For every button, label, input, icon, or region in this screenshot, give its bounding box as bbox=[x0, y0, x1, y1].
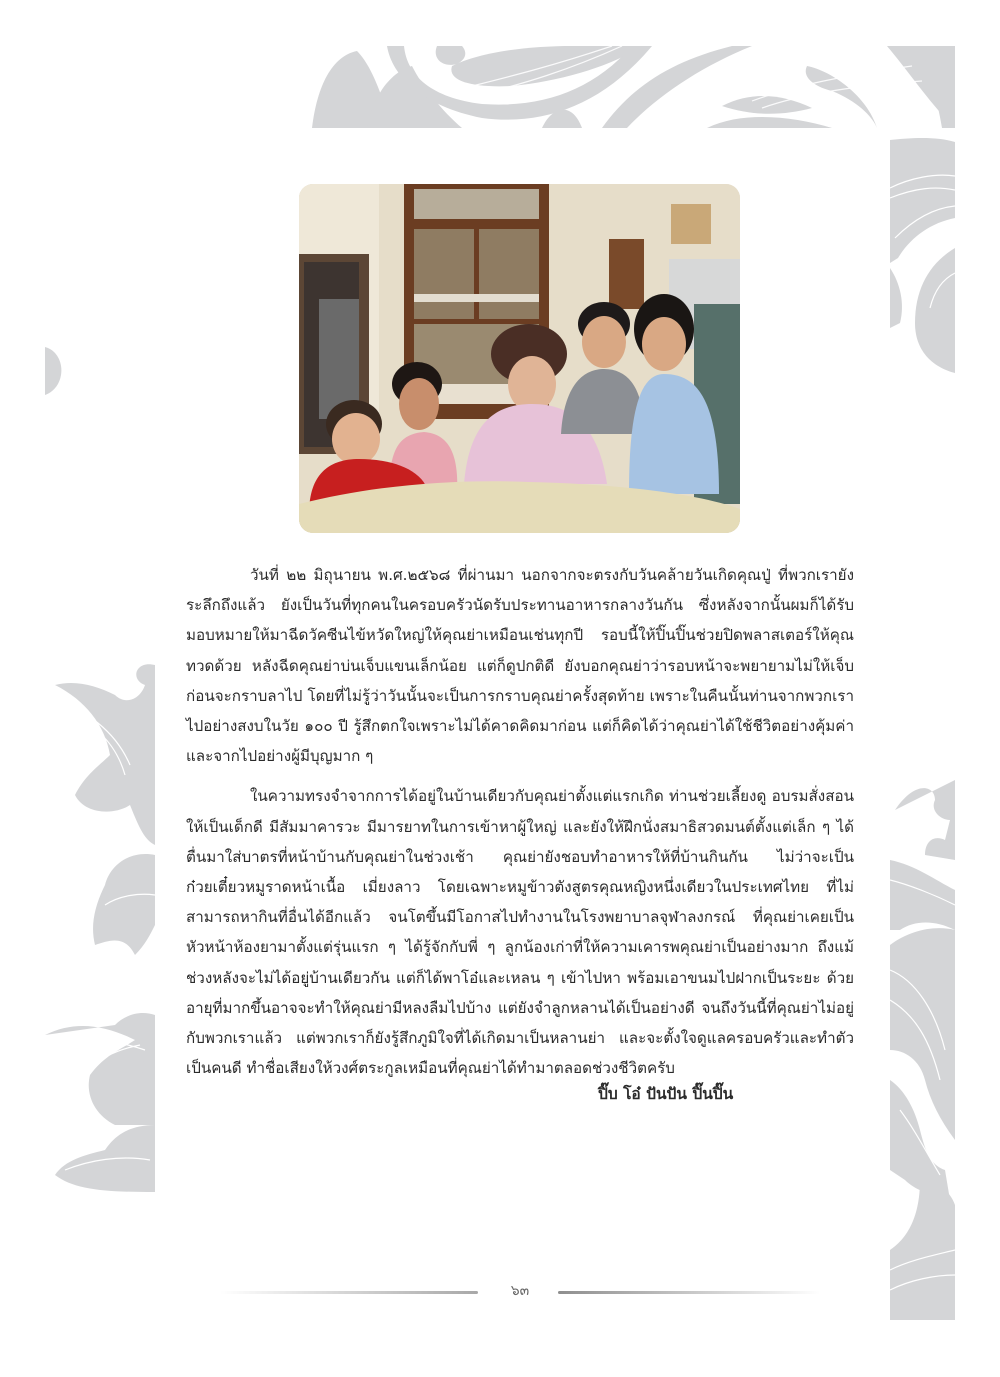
page-footer bbox=[220, 1280, 820, 1304]
footer-rule-right bbox=[558, 1291, 820, 1294]
family-photo bbox=[299, 184, 740, 533]
floral-ornament-top bbox=[312, 46, 955, 128]
memorial-article bbox=[186, 560, 854, 1093]
floral-ornament-right-top bbox=[890, 128, 955, 373]
family-photo-image bbox=[299, 184, 740, 533]
page-number: ๖๓ bbox=[510, 1283, 530, 1299]
floral-ornament-left-small bbox=[45, 345, 63, 395]
floral-ornament-left-bottom bbox=[45, 655, 155, 1192]
footer-rule-left bbox=[220, 1291, 478, 1294]
article-paragraph-1: วันที่ ๒๒ มิถุนายน พ.ศ.๒๕๖๘ ที่ผ่านมา นอกจากจะตรงกับวันคล้ายวันเกิดคุณปู่ ที่พวกเรายังระลึกถึงแล้ว ยังเป็นวันที่ทุกคนในครอบครัวนัดรับประทานอาหารกลางวันกัน ซึ่งหลังจากนั้นผมก็ได้รับมอบหมายให้มาฉีดวัคซีนไข้หวัดใหญ่ให้คุณย่าเหมือนเช่นทุกปี รอบนี้ให้ปิ๊นปิ๊นช่วยปิดพลาสเตอร์ให้คุณทวดด้วย หลังฉีดคุณย่าบ่นเจ็บแขนเล็กน้อย แต่ก็ดูปกติดี ยังบอกคุณย่าว่ารอบหน้าจะพยายามไม่ให้เจ็บ ก่อนจะกราบลาไป โดยที่ไม่รู้ว่าวันนั้นจะเป็นการกราบคุณย่าครั้งสุดท้าย เพราะในคืนนั้นท่านจากพวกเราไปอย่างสงบในวัย ๑๐๐ ปี รู้สึกตกใจเพราะไม่ได้คาดคิดมาก่อน แต่ก็คิดได้ว่าคุณย่าได้ใช้ชีวิตอย่างคุ้มค่าและจากไปอย่างผู้มีบุญมาก ๆ bbox=[186, 566, 854, 766]
article-paragraph-2: ในความทรงจำจากการได้อยู่ในบ้านเดียวกับคุณย่าตั้งแต่แรกเกิด ท่านช่วยเลี้ยงดู อบรมสั่งสอนให้เป็นเด็กดี มีสัมมาคารวะ มีมารยาทในการเข้าหาผู้ใหญ่ และยังให้ฝึกนั่งสมาธิสวดมนต์ตั้งแต่เล็ก ๆ ได้ตื่นมาใส่บาตรที่หน้าบ้านกับคุณย่าในช่วงเช้า คุณย่ายังชอบทำอาหารให้ที่บ้านกินกัน ไม่ว่าจะเป็นก๋วยเตี๋ยวหมูราดหน้าเนื้อ เมี่ยงลาว โดยเฉพาะหมูข้าวตังสูตรคุณหญิงหนึ่งเดียวในประเทศไทย ที่ไม่สามารถหากินที่อื่นได้อีกแล้ว จนโตขึ้นมีโอกาสไปทำงานในโรงพยาบาลจุฬาลงกรณ์ ที่คุณย่าเคยเป็นหัวหน้าห้องยามาตั้งแต่รุ่นแรก ๆ ได้รู้จักกับพี่ ๆ ลูกน้องเก่าที่ให้ความเคารพคุณย่าเป็นอย่างมาก ถึงแม้ช่วงหลังจะไม่ได้อยู่บ้านเดียวกัน แต่ก็ได้พาโอ๋และเหลน ๆ เข้าไปหา พร้อมเอาขนมไปฝากเป็นระยะ ด้วยอายุที่มากขึ้นอาจจะทำให้คุณย่ามีหลงลืมไปบ้าง แต่ยังจำลูกหลานได้เป็นอย่างดี จนถึงวันนี้ที่คุณย่าไม่อยู่กับพวกเราแล้ว แต่พวกเราก็ยังรู้สึกภูมิใจที่ได้เกิดมาเป็นหลานย่า และจะตั้งใจดูแลครอบครัวและทำตัวเป็นคนดี ทำชื่อเสียงให้วงศ์ตระกูลเหมือนที่คุณย่าได้ทำมาตลอดช่วงชีวิตครับ bbox=[186, 787, 854, 1078]
author-signature: ปิ๊บ โอ๋ ปันปัน ปิ๊นปิ๊น bbox=[598, 1085, 734, 1103]
floral-ornament-right-bottom bbox=[890, 780, 955, 1320]
